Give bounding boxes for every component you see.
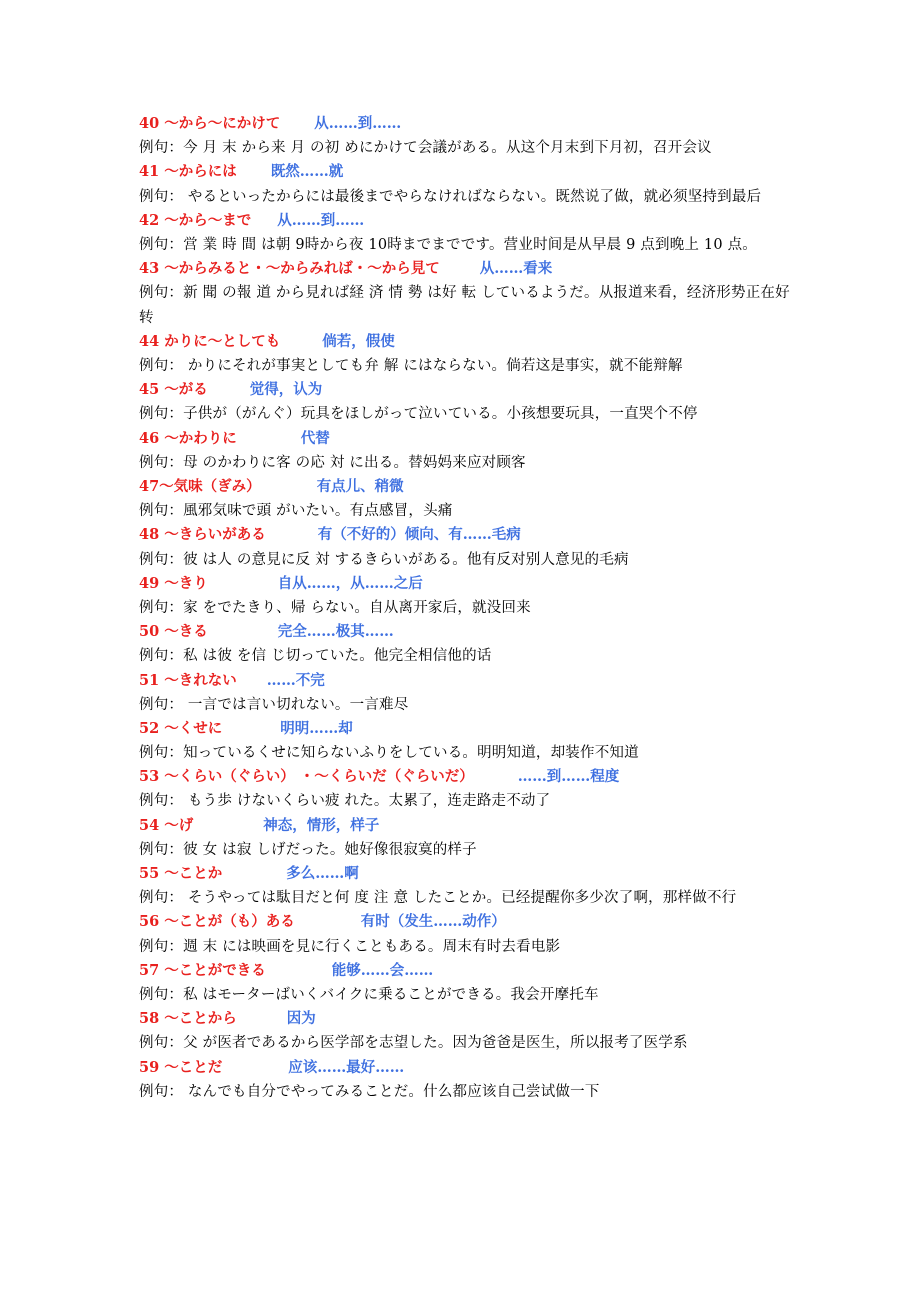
example-prefix: 例句： — [139, 938, 184, 955]
grammar-meaning: ……不完 — [266, 671, 325, 689]
example-text: なんでも自分でやってみることだ。什么都应该自己尝试做一下 — [183, 1083, 600, 1100]
grammar-entry — [139, 257, 799, 330]
example-prefix: 例句： — [139, 745, 184, 762]
entry-heading — [139, 427, 799, 451]
example-prefix: 例句： — [139, 648, 184, 665]
entry-heading — [139, 862, 799, 886]
grammar-entry — [139, 620, 799, 668]
example-text: 今 月 末 から来 月 の初 めにかけて会議がある。从这个月末到下月初，召开会议 — [183, 140, 712, 157]
example-text: そうやっては駄目だと何 度 注 意 したことか。已经提醒你多少次了啊，那样做不行 — [183, 890, 737, 907]
grammar-meaning: 倘若，假使 — [322, 332, 395, 350]
entry-heading — [139, 523, 799, 547]
grammar-term: 58 ～ことから — [139, 1010, 237, 1028]
example-prefix: 例句： — [139, 890, 184, 907]
example-text: 営 業 時 間 は朝 9時から夜 10時までまでです。营业时间是从早晨 9 点到晚上 10 点。 — [183, 236, 757, 253]
grammar-meaning: 神态，情形，样子 — [263, 816, 380, 834]
grammar-entry — [139, 1056, 799, 1104]
example-sentence — [139, 136, 799, 160]
grammar-meaning: 有时（发生……动作） — [360, 913, 506, 931]
example-prefix: 例句： — [139, 1035, 184, 1052]
grammar-meaning: 应该……最好…… — [288, 1058, 405, 1076]
example-prefix: 例句： — [139, 188, 184, 205]
grammar-meaning: ……到……程度 — [517, 768, 620, 786]
grammar-entry — [139, 717, 799, 765]
example-text: やるといったからには最後までやらなければならない。既然说了做，就必须坚持到最后 — [183, 188, 762, 205]
grammar-entry — [139, 959, 799, 1007]
grammar-term: 47～気味（ぎみ） — [139, 477, 261, 495]
example-sentence — [139, 983, 799, 1007]
example-prefix: 例句： — [139, 236, 184, 253]
entry-heading — [139, 1056, 799, 1080]
entry-heading — [139, 257, 799, 281]
example-prefix: 例句： — [139, 599, 184, 616]
entry-heading — [139, 160, 799, 184]
example-sentence — [139, 233, 799, 257]
example-prefix: 例句： — [139, 503, 184, 520]
grammar-term: 50 ～きる — [139, 623, 208, 641]
grammar-term: 44 かりに～としても — [139, 332, 281, 350]
grammar-entry — [139, 378, 799, 426]
grammar-meaning: 觉得，认为 — [249, 381, 323, 399]
example-text: 風邪気味で頭 がいたい。有点感冒，头痛 — [183, 503, 453, 520]
example-text: もう歩 けないくらい疲 れた。太累了，连走路走不动了 — [183, 793, 551, 810]
entry-heading — [139, 572, 799, 596]
grammar-term: 53 ～くらい（ぐらい） ・～くらいだ（ぐらいだ） — [139, 768, 474, 786]
example-sentence — [139, 693, 799, 717]
grammar-meaning: 既然……就 — [270, 163, 344, 181]
example-sentence — [139, 596, 799, 620]
example-prefix: 例句： — [139, 406, 184, 423]
grammar-meaning: 有（不好的）倾向、有……毛病 — [317, 526, 521, 544]
example-prefix: 例句： — [139, 454, 184, 471]
example-text: 父 が医者であるから医学部を志望した。因为爸爸是医生，所以报考了医学系 — [183, 1035, 688, 1052]
example-sentence — [139, 741, 799, 765]
example-text: 私 は彼 を信 じ切っていた。他完全相信他的话 — [183, 648, 492, 665]
example-prefix: 例句： — [139, 140, 184, 157]
grammar-meaning: 能够……会…… — [331, 961, 434, 979]
grammar-meaning: 明明……却 — [280, 719, 353, 737]
grammar-term: 52 ～くせに — [139, 719, 223, 737]
grammar-meaning: 多么……啊 — [286, 865, 359, 883]
grammar-entry — [139, 572, 799, 620]
grammar-entry — [139, 814, 799, 862]
entry-heading — [139, 669, 799, 693]
entry-heading — [139, 209, 799, 233]
example-text: 母 のかわりに客 の応 対 に出る。替妈妈来应对顾客 — [183, 454, 526, 471]
example-text: 一言では言い切れない。一言难尽 — [183, 696, 409, 713]
example-text: 彼 は人 の意見に反 対 するきらいがある。他有反对别人意见的毛病 — [183, 551, 629, 568]
grammar-meaning: 因为 — [286, 1010, 316, 1028]
example-sentence — [139, 354, 799, 378]
grammar-entry — [139, 209, 799, 257]
grammar-meaning: 代替 — [300, 429, 330, 447]
grammar-meaning: 有点儿、稍微 — [316, 477, 404, 495]
example-text: 知っているくせに知らないふりをしている。明明知道，却装作不知道 — [183, 745, 639, 762]
grammar-entry — [139, 862, 799, 910]
example-text: 彼 女 は寂 しげだった。她好像很寂寞的样子 — [183, 841, 477, 858]
grammar-term: 40 ～から～にかけて — [139, 115, 281, 132]
grammar-entry — [139, 112, 799, 160]
example-text: 子供が（がんぐ）玩具をほしがって泣いている。小孩想要玩具，一直哭个不停 — [183, 406, 698, 423]
example-prefix: 例句： — [139, 1083, 184, 1100]
grammar-entry — [139, 765, 799, 813]
grammar-entry — [139, 427, 799, 475]
grammar-term: 56 ～ことが（も）ある — [139, 913, 295, 931]
grammar-term: 41 ～からには — [139, 163, 237, 181]
example-prefix: 例句： — [139, 285, 184, 302]
grammar-term: 59 ～ことだ — [139, 1058, 223, 1076]
grammar-entry — [139, 475, 799, 523]
example-prefix: 例句： — [139, 357, 184, 374]
example-sentence — [139, 1080, 799, 1104]
grammar-entry — [139, 523, 799, 571]
example-sentence — [139, 185, 799, 209]
grammar-entry-list — [139, 112, 799, 1104]
example-text: 私 はモーターばいくバイクに乗ることができる。我会开摩托车 — [183, 987, 599, 1004]
grammar-term: 51 ～きれない — [139, 671, 237, 689]
example-text: かりにそれが事実としても弁 解 にはならない。倘若这是事实，就不能辩解 — [183, 357, 683, 374]
grammar-meaning: 从……到…… — [314, 115, 402, 132]
grammar-term: 43 ～からみると・～からみれば・～から見て — [139, 260, 440, 278]
example-sentence — [139, 499, 799, 523]
grammar-term: 55 ～ことか — [139, 865, 223, 883]
example-sentence — [139, 886, 799, 910]
entry-heading — [139, 475, 799, 499]
grammar-meaning: 从……看来 — [479, 260, 553, 278]
example-sentence — [139, 281, 799, 329]
example-prefix: 例句： — [139, 696, 184, 713]
entry-heading — [139, 1007, 799, 1031]
entry-heading — [139, 620, 799, 644]
grammar-entry — [139, 160, 799, 208]
entry-heading — [139, 330, 799, 354]
example-sentence — [139, 935, 799, 959]
entry-heading — [139, 112, 799, 136]
grammar-meaning: 完全……极其…… — [277, 623, 394, 641]
grammar-meaning: 从……到…… — [277, 211, 365, 229]
grammar-entry — [139, 910, 799, 958]
grammar-entry — [139, 330, 799, 378]
entry-heading — [139, 717, 799, 741]
grammar-term: 42 ～から～まで — [139, 211, 252, 229]
example-sentence — [139, 451, 799, 475]
entry-heading — [139, 814, 799, 838]
example-prefix: 例句： — [139, 841, 184, 858]
grammar-meaning: 自从……，从……之后 — [277, 574, 423, 592]
grammar-term: 48 ～きらいがある — [139, 526, 266, 544]
grammar-term: 46 ～かわりに — [139, 429, 237, 447]
entry-heading — [139, 910, 799, 934]
example-prefix: 例句： — [139, 793, 184, 810]
grammar-term: 49 ～きり — [139, 574, 208, 592]
example-sentence — [139, 402, 799, 426]
example-sentence — [139, 789, 799, 813]
example-text: 新 聞 の報 道 から見れば経 済 情 勢 は好 転 しているようだ。从报道来看，经济形势正在好转 — [139, 285, 790, 326]
example-text: 家 をでたきり、帰 らない。自从离开家后，就没回来 — [183, 599, 531, 616]
grammar-entry — [139, 1007, 799, 1055]
grammar-term: 45 ～がる — [139, 381, 208, 399]
example-sentence — [139, 548, 799, 572]
grammar-entry — [139, 669, 799, 717]
example-text: 週 末 には映画を見に行くこともある。周末有时去看电影 — [183, 938, 561, 955]
example-prefix: 例句： — [139, 987, 184, 1004]
grammar-term: 54 ～げ — [139, 816, 194, 834]
example-sentence — [139, 838, 799, 862]
entry-heading — [139, 959, 799, 983]
entry-heading — [139, 765, 799, 789]
example-prefix: 例句： — [139, 551, 184, 568]
example-sentence — [139, 644, 799, 668]
example-sentence — [139, 1031, 799, 1055]
grammar-term: 57 ～ことができる — [139, 961, 266, 979]
entry-heading — [139, 378, 799, 402]
